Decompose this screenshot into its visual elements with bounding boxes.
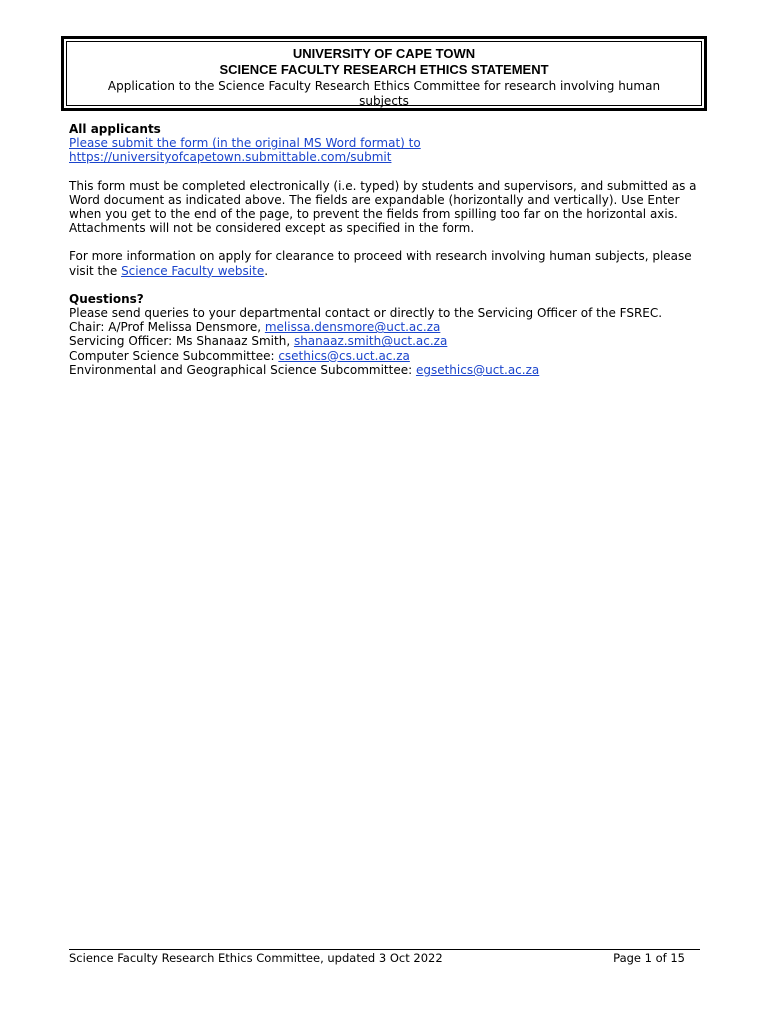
chair-email-link[interactable]: melissa.densmore@uct.ac.za bbox=[264, 320, 441, 335]
egs-label: Environmental and Geographical Science Subcommittee: bbox=[69, 362, 416, 377]
officer-line bbox=[69, 334, 704, 348]
header-subtitle: Application to the Science Faculty Research Ethics Committee for research involving human subjects bbox=[107, 79, 661, 108]
submit-link-line2[interactable]: https://universityofcapetown.submittable.com/submit bbox=[69, 150, 392, 165]
footer-committee-note: Science Faculty Research Ethics Committee, updated 3 Oct 2022 bbox=[69, 951, 443, 965]
cs-label: Computer Science Subcommittee: bbox=[69, 348, 279, 363]
more-info-paragraph bbox=[69, 249, 704, 277]
university-title: UNIVERSITY OF CAPE TOWN bbox=[292, 46, 476, 61]
cs-email-link[interactable]: csethics@cs.uct.ac.za bbox=[278, 348, 410, 363]
cs-line bbox=[69, 349, 704, 363]
instructions-paragraph: This form must be completed electronically (i.e. typed) by students and supervisors, and submitted as a Word document as indicated above. The fields are expandable (horizontally and vertically). Use Enter when you get to the end of the page, to prevent the fields from spilling too far on the horizontal axis. Attachments will not be considered except as specified in the form. bbox=[69, 178, 697, 236]
science-faculty-website-link[interactable]: Science Faculty website bbox=[121, 263, 265, 278]
footer-page-number: Page 1 of 15 bbox=[613, 951, 685, 965]
officer-email-link[interactable]: shanaaz.smith@uct.ac.za bbox=[293, 334, 448, 349]
submit-link-line1[interactable]: Please submit the form (in the original MS Word format) to bbox=[69, 136, 421, 151]
applicants-heading: All applicants bbox=[69, 122, 161, 136]
chair-label: Chair: A/Prof Melissa Densmore, bbox=[69, 320, 265, 335]
header-box bbox=[61, 36, 707, 111]
statement-title: SCIENCE FACULTY RESEARCH ETHICS STATEMENT bbox=[219, 62, 549, 77]
footer-divider bbox=[69, 949, 700, 950]
chair-line bbox=[69, 320, 704, 334]
more-info-period: . bbox=[264, 263, 269, 278]
officer-label: Servicing Officer: Ms Shanaaz Smith, bbox=[69, 334, 294, 349]
more-info-text: For more information on apply for clearance to proceed with research involving human subjects, please visit the bbox=[69, 249, 692, 278]
questions-intro: Please send queries to your departmental contact or directly to the Servicing Officer of the FSREC. bbox=[69, 306, 663, 321]
submit-link[interactable] bbox=[69, 136, 704, 164]
questions-heading: Questions? bbox=[69, 291, 144, 306]
document-body bbox=[69, 122, 704, 377]
egs-line bbox=[69, 363, 704, 377]
header-inner bbox=[66, 41, 702, 106]
egs-email-link[interactable]: egsethics@uct.ac.za bbox=[415, 362, 540, 377]
